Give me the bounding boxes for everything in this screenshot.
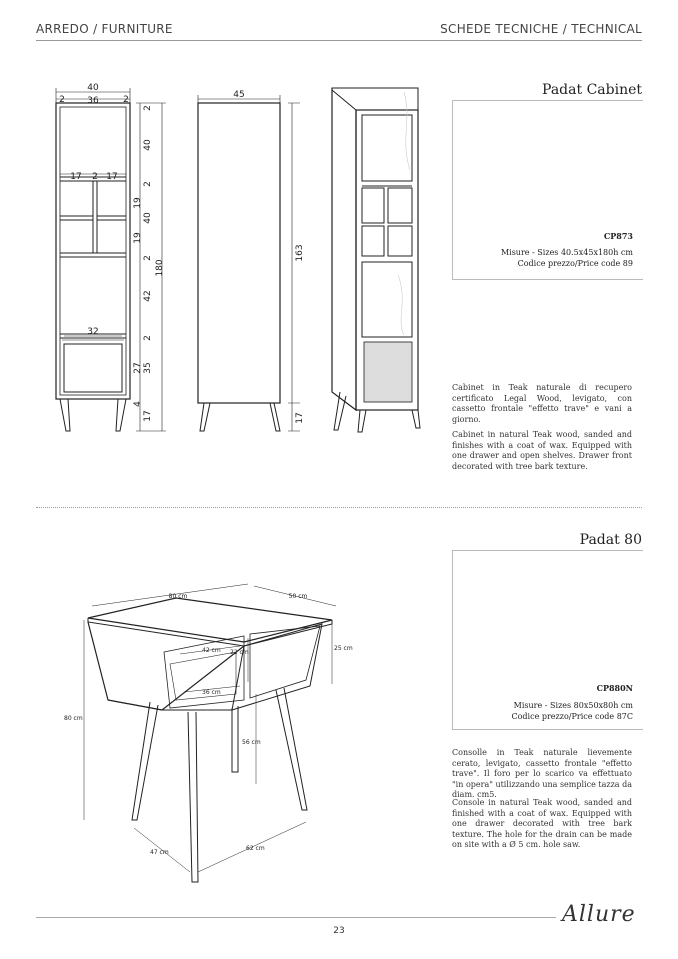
product-price-code: Codice prezzo/Price code 89 [517,259,633,268]
cabinet-front-labels [59,83,165,422]
product-code: CP873 [603,231,633,241]
dim-c1: 17 [70,172,82,182]
dim-inner: 36 [87,96,99,106]
dim-legs: 17 [143,410,153,422]
dim-inner-width: 42 cm [202,647,221,654]
dim-leg-height: 56 cm [242,739,261,746]
dim-shelf-width: 36 cm [202,689,221,696]
console-dimension-labels [0,560,440,890]
dim-drawer-height: 25 cm [334,645,353,652]
cabinet-technical-drawing [0,0,440,500]
product-sizes: Misure - Sizes 40.5x45x180h cm [500,248,633,257]
dim-side-total: 163 [295,244,305,262]
dim-drawer-width: 32 [87,327,99,337]
product-sizes: Misure - Sizes 80x50x80h cm [513,701,633,710]
section-label-technical: SCHEDE TECNICHE / TECHNICAL [440,22,642,36]
product-description-en: Console in natural Teak wood, sanded and finished with a coat of wax. Equipped with one drawer decorated with tree bark texture. The hole for the drain can be made on site with a Ø 5 cm. hole saw. [452,798,632,849]
dim-side-left: 2 [59,95,65,105]
dim-mid4: 2 [143,335,153,341]
section-label: ARREDO / FURNITURE [36,22,173,36]
dim-top: 2 [143,105,153,111]
dim-height: 80 cm [64,715,83,722]
dim-h2a: 19 [133,197,143,209]
dim-depth: 50 cm [288,593,308,600]
dim-h2b: 19 [133,232,143,244]
product-card-cabinet [452,100,643,280]
dim-foot-width: 62 cm [246,845,265,852]
dim-front-width: 40 [87,83,99,93]
dim-total: 180 [155,259,165,277]
dim-mid1: 2 [143,181,153,187]
dim-side-legs: 17 [295,412,305,424]
dim-h1: 40 [143,139,153,151]
page-number: 23 [333,926,345,936]
product-description-it: Cabinet in Teak naturale di recupero certificato Legal Wood, levigato, con cassetto frontale "effetto trave" e vani a giorno. [452,383,632,424]
dim-inner-height: 22 cm [230,649,249,656]
dim-c2: 2 [92,172,98,182]
dim-width: 80 cm [168,593,188,600]
cabinet-perspective-view [332,88,420,432]
dim-base-gap: 4 [133,401,143,407]
dim-mid3: 2 [143,255,153,261]
dim-h4: 35 [143,362,153,374]
product-card-console [452,550,643,730]
section-separator [36,507,642,508]
product-title-console: Padat 80 [579,532,642,548]
product-title-cabinet: Padat Cabinet [542,82,642,98]
product-price-code: Codice prezzo/Price code 87C [511,712,633,721]
cabinet-side-labels [233,90,305,424]
dim-h3: 42 [143,290,153,302]
cabinet-side-view [198,95,300,431]
footer-divider [36,917,556,918]
product-description-it: Consolle in Teak naturale lievemente cerato, levigato, cassetto frontale "effetto trave". Il foro per lo scarico va effettuato "in opera" utilizzando una semplice tazza da diam. cm5. [452,748,632,799]
product-code: CP880N [596,683,633,693]
dim-c3: 17 [106,172,118,182]
brand-logo: Allure [562,902,636,927]
dim-h4a: 27 [133,362,143,374]
dim-h2: 40 [143,212,153,224]
dim-foot-depth: 47 cm [150,849,169,856]
dim-side-right: 2 [123,95,129,105]
dim-side-width: 45 [233,90,245,100]
product-description-en: Cabinet in natural Teak wood, sanded and finishes with a coat of wax. Equipped with one drawer and open shelves. Drawer front decorated with tree bark texture. [452,430,632,471]
